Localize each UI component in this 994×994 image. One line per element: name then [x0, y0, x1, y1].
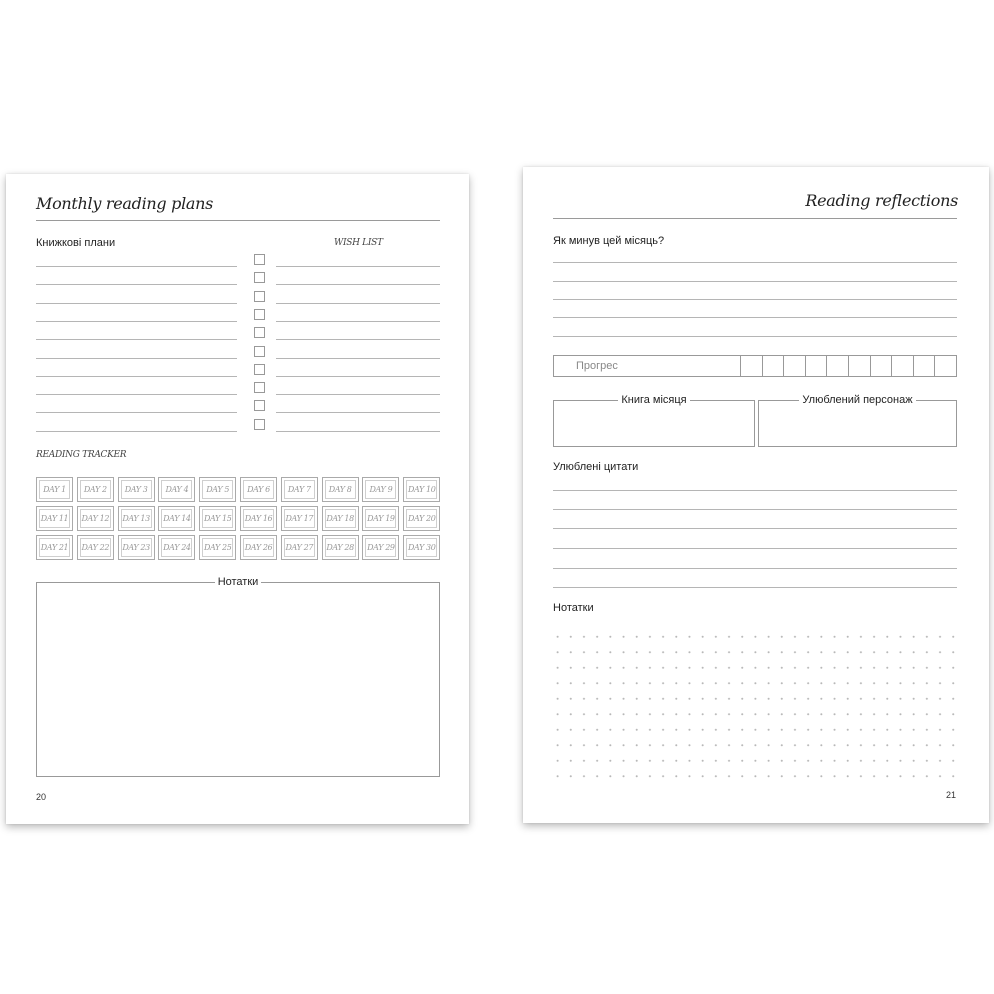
- tracker-day-cell[interactable]: [77, 477, 114, 502]
- progress-cell[interactable]: [805, 356, 827, 376]
- page-right: [523, 167, 989, 823]
- tracker-day-cell[interactable]: [322, 506, 359, 531]
- book-of-month-label: Книга місяця: [618, 394, 689, 406]
- progress-cell[interactable]: [826, 356, 848, 376]
- progress-cell[interactable]: [934, 356, 956, 376]
- writing-line[interactable]: [553, 587, 957, 588]
- tracker-day-label: DAY 3: [124, 485, 148, 494]
- tracker-day-label: DAY 2: [83, 485, 107, 494]
- tracker-day-label: DAY 22: [81, 543, 110, 552]
- writing-line[interactable]: [36, 394, 237, 395]
- wish-list-checkbox[interactable]: [254, 400, 265, 411]
- tracker-day-cell[interactable]: [36, 535, 73, 560]
- tracker-day-label: DAY 18: [326, 514, 354, 523]
- wish-list-checkbox[interactable]: [254, 309, 265, 320]
- tracker-day-cell[interactable]: [158, 477, 195, 502]
- writing-line[interactable]: [36, 358, 237, 359]
- progress-cell[interactable]: [783, 356, 805, 376]
- progress-label: Прогрес: [576, 360, 618, 372]
- tracker-day-cell[interactable]: [281, 506, 318, 531]
- notes-box[interactable]: [36, 576, 440, 777]
- writing-line[interactable]: [553, 509, 957, 510]
- tracker-day-label: DAY 17: [285, 514, 314, 523]
- writing-line[interactable]: [553, 490, 957, 491]
- wish-list-checkbox[interactable]: [254, 346, 265, 357]
- page-title: Reading reflections: [805, 191, 958, 210]
- tracker-day-label: DAY 13: [122, 514, 150, 523]
- title-rule: [553, 218, 957, 219]
- tracker-day-label: DAY 30: [407, 543, 436, 552]
- tracker-day-cell[interactable]: [403, 506, 440, 531]
- tracker-day-label: DAY 28: [326, 543, 354, 552]
- tracker-day-cell[interactable]: [362, 535, 399, 560]
- notes-label: Нотатки: [553, 602, 594, 614]
- tracker-day-label: DAY 26: [244, 543, 273, 552]
- tracker-day-cell[interactable]: [158, 535, 195, 560]
- progress-cell[interactable]: [891, 356, 913, 376]
- writing-line[interactable]: [553, 548, 957, 549]
- page-number: 20: [36, 792, 47, 802]
- progress-cell[interactable]: [913, 356, 935, 376]
- favorite-character-label: Улюблений персонаж: [799, 394, 915, 406]
- wish-list-checkbox[interactable]: [254, 364, 265, 375]
- tracker-day-cell[interactable]: [118, 506, 155, 531]
- writing-line[interactable]: [36, 431, 237, 432]
- month-question-label: Як минув цей місяць?: [553, 235, 665, 247]
- tracker-day-label: DAY 4: [165, 485, 189, 494]
- writing-line[interactable]: [553, 299, 957, 300]
- tracker-day-cell[interactable]: [322, 477, 359, 502]
- tracker-day-label: DAY 1: [43, 485, 66, 494]
- tracker-day-label: DAY 25: [203, 543, 232, 552]
- tracker-day-label: DAY 11: [40, 514, 69, 523]
- tracker-day-cell[interactable]: [362, 506, 399, 531]
- tracker-day-label: DAY 21: [40, 543, 69, 552]
- tracker-day-cell[interactable]: [199, 535, 236, 560]
- writing-line[interactable]: [553, 317, 957, 318]
- tracker-day-cell[interactable]: [240, 477, 277, 502]
- writing-line[interactable]: [276, 303, 440, 304]
- tracker-day-cell[interactable]: [362, 477, 399, 502]
- wish-list-checkbox[interactable]: [254, 327, 265, 338]
- progress-cell[interactable]: [848, 356, 870, 376]
- progress-cell[interactable]: [870, 356, 892, 376]
- tracker-day-label: DAY 6: [247, 485, 270, 494]
- wish-list-checkbox[interactable]: [254, 254, 265, 265]
- tracker-day-label: DAY 15: [203, 514, 232, 523]
- tracker-day-cell[interactable]: [240, 506, 277, 531]
- writing-line[interactable]: [36, 321, 237, 322]
- tracker-day-label: DAY 9: [369, 485, 393, 494]
- tracker-day-cell[interactable]: [36, 506, 73, 531]
- writing-line[interactable]: [553, 568, 957, 569]
- writing-line[interactable]: [276, 376, 440, 377]
- tracker-day-cell[interactable]: [36, 477, 73, 502]
- progress-tracker: [553, 355, 957, 377]
- writing-line[interactable]: [553, 281, 957, 282]
- tracker-day-label: DAY 27: [285, 543, 314, 552]
- writing-line[interactable]: [276, 358, 440, 359]
- book-of-month-box[interactable]: [553, 394, 755, 447]
- tracker-day-cell[interactable]: [281, 535, 318, 560]
- writing-line[interactable]: [36, 412, 237, 413]
- writing-line[interactable]: [276, 321, 440, 322]
- tracker-day-cell[interactable]: [403, 535, 440, 560]
- writing-line[interactable]: [36, 339, 237, 340]
- tracker-day-cell[interactable]: [77, 535, 114, 560]
- writing-line[interactable]: [553, 262, 957, 263]
- tracker-day-label: DAY 5: [206, 485, 230, 494]
- tracker-day-cell[interactable]: [322, 535, 359, 560]
- writing-line[interactable]: [36, 284, 237, 285]
- tracker-day-label: DAY 16: [244, 514, 273, 523]
- writing-line[interactable]: [276, 284, 440, 285]
- favorite-character-box[interactable]: [758, 394, 957, 447]
- writing-line[interactable]: [276, 412, 440, 413]
- wish-list-checkbox[interactable]: [254, 272, 265, 283]
- tracker-day-label: DAY 23: [122, 543, 150, 552]
- book-plans-label: Книжкові плани: [36, 237, 116, 249]
- tracker-day-cell[interactable]: [77, 506, 114, 531]
- tracker-day-label: DAY 10: [407, 485, 436, 494]
- notes-label: Нотатки: [215, 576, 262, 588]
- writing-line[interactable]: [553, 336, 957, 337]
- tracker-day-cell[interactable]: [118, 535, 155, 560]
- writing-line[interactable]: [36, 266, 237, 267]
- writing-line[interactable]: [36, 376, 237, 377]
- tracker-day-label: DAY 7: [287, 485, 311, 494]
- tracker-day-cell[interactable]: [199, 477, 236, 502]
- writing-line[interactable]: [276, 431, 440, 432]
- page-number: 21: [946, 790, 957, 800]
- tracker-day-cell[interactable]: [118, 477, 155, 502]
- tracker-day-cell[interactable]: [403, 477, 440, 502]
- writing-line[interactable]: [276, 394, 440, 395]
- writing-line[interactable]: [276, 339, 440, 340]
- title-rule: [36, 220, 440, 221]
- tracker-day-cell[interactable]: [158, 506, 195, 531]
- tracker-day-label: DAY 14: [163, 514, 191, 523]
- wish-list-label: WISH LIST: [334, 238, 383, 248]
- page-left: [6, 174, 469, 824]
- tracker-day-label: DAY 20: [407, 514, 436, 523]
- tracker-day-cell[interactable]: [199, 506, 236, 531]
- wish-list-checkbox[interactable]: [254, 419, 265, 430]
- tracker-day-label: DAY 19: [367, 514, 395, 523]
- wish-list-checkbox[interactable]: [254, 291, 265, 302]
- progress-cell[interactable]: [762, 356, 784, 376]
- tracker-day-cell[interactable]: [281, 477, 318, 502]
- tracker-day-label: DAY 29: [367, 543, 395, 552]
- writing-line[interactable]: [276, 266, 440, 267]
- dot-grid[interactable]: [551, 629, 959, 779]
- page-title: Monthly reading plans: [36, 194, 214, 213]
- tracker-day-label: DAY 12: [81, 514, 110, 523]
- writing-line[interactable]: [553, 528, 957, 529]
- writing-line[interactable]: [36, 303, 237, 304]
- tracker-day-label: DAY 24: [163, 543, 191, 552]
- wish-list-checkbox[interactable]: [254, 382, 265, 393]
- favorite-quotes-label: Улюблені цитати: [553, 461, 639, 473]
- reading-tracker-label: READING TRACKER: [36, 450, 127, 460]
- tracker-day-label: DAY 8: [328, 485, 352, 494]
- tracker-day-cell[interactable]: [240, 535, 277, 560]
- progress-cell[interactable]: [740, 356, 762, 376]
